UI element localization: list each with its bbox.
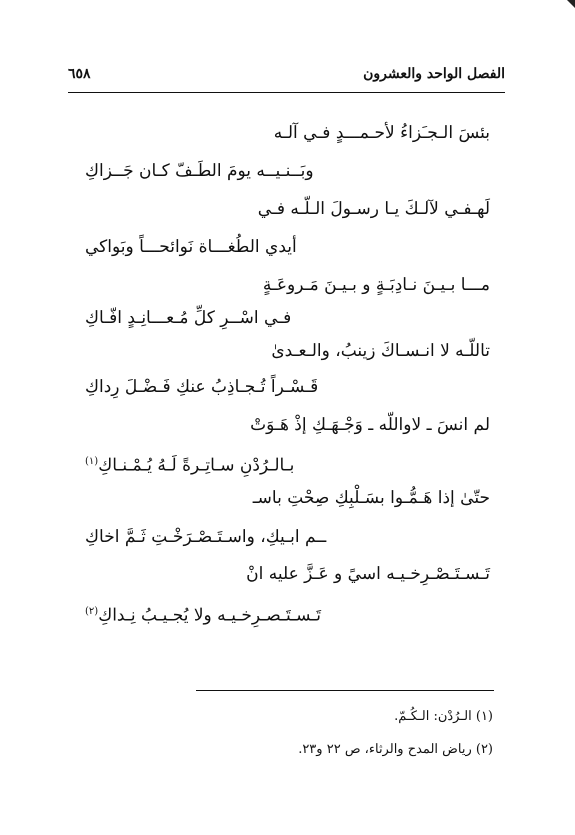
footnote: (٢) رياض المدح والرثاء، ص ٢٢ و٢٣.	[298, 742, 493, 757]
verse-line: بئسَ الـجـَزاءُ لأحـمـــدٍ فـي آلـه	[273, 123, 490, 143]
verse-line: مـــا بـيـنَ نـادِبَـةٍ و بـيـنَ مَـروعَـةٍ	[262, 275, 490, 295]
verse-line: لم انسَ ـ لاواللّه ـ وَجْـهَـكِ إذْ هَـوَتْ	[250, 415, 490, 435]
page-number: ٦٥٨	[68, 66, 91, 82]
footnote-ref: (٢)	[85, 606, 99, 617]
verse-line: قَـسْـراً تُـجـاذِبُ عنكِ فَـضْـلَ رِداكِ	[85, 377, 319, 397]
verse-line: فـي اسْــرِ كلِّ مُـعـــانِـدٍ افّـاكِ	[85, 308, 292, 328]
verse-line: تاللّـه لا انـسـاكَ زينبُ، والـعـدىٰ	[271, 341, 490, 361]
verse-line: وبَــنـيــه يومَ الطَـفّ كـان جَــزاكِ	[85, 161, 314, 181]
page-corner-mark	[567, 0, 575, 8]
running-header	[68, 60, 505, 88]
verse-line: ــم ابـيكِ، واسـتَـصْـرَخْـتِ ثَـمَّ اخاكِ	[85, 527, 327, 547]
footnote: (١) الـرُدْن: الـكُـمّ.	[394, 709, 493, 724]
chapter-title: الفصل الواحد والعشرون	[363, 66, 505, 82]
verse-line: تَـسـتَـصْـرِخـيـه اسيً و عَـزَّ عليه انْ	[246, 564, 490, 584]
verse-line: لَهـفـي لآلـكَ يـا رسـولَ الـلّـه فـي	[257, 199, 490, 219]
verse-line: أيدي الطُغـــاة نَوائحـــاً وبَواكي	[85, 237, 297, 257]
footnote-rule	[196, 690, 494, 691]
header-rule	[68, 92, 505, 93]
verse-line: حتّىٰ إذا هَـمُّـوا بسَـلْبِكِ صِحْتِ باسـ	[252, 488, 490, 508]
footnote-ref: (١)	[85, 456, 99, 467]
verse-line: تَـسـتَـصـرِخـيـه ولا يُجـيـبُ نِـداكِ$^{(٢)}$	[85, 605, 321, 626]
verse-line: بـالـرُدْنِ سـاتِـرةً لَـهُ يُـمْـنـاكِ$^{(١)}$	[85, 455, 295, 476]
